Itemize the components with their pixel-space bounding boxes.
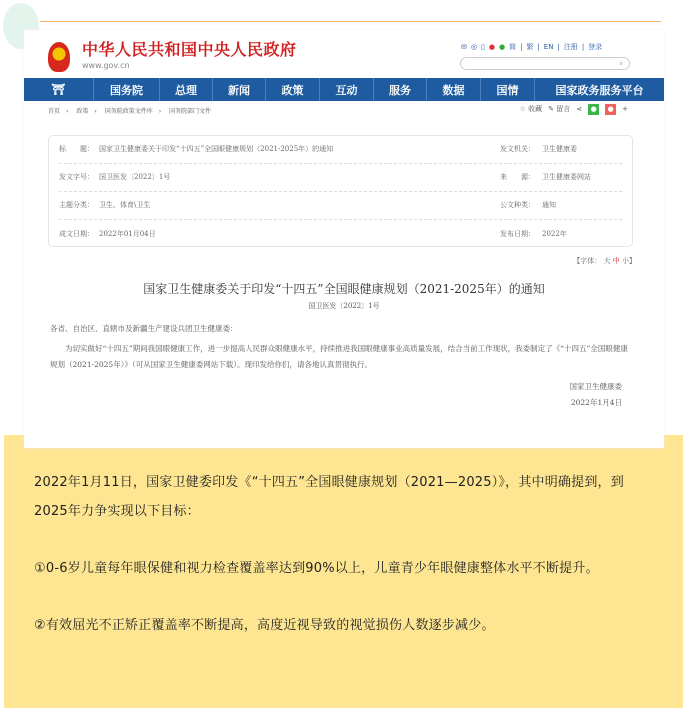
font-small[interactable]: 小】 — [622, 257, 636, 265]
site-title[interactable]: 中华人民共和国中央人民政府 — [82, 40, 297, 59]
breadcrumb-item[interactable]: 国务院政策文件库 — [104, 108, 153, 115]
label: 标 题： — [59, 145, 94, 153]
divider — [40, 21, 661, 22]
article — [34, 468, 654, 668]
favorite-button[interactable]: ☆ 收藏 — [519, 105, 543, 113]
article-paragraph: 2022年1月11日，国家卫健委印发《“十四五”全国眼健康规划（2021—2025）》，其中明确提到，到2025年力争实现以下目标： — [34, 475, 624, 519]
info-title: 国家卫生健康委关于印发“十四五”全国眼健康规划（2021-2025年）的通知 — [99, 145, 334, 153]
document-content — [24, 256, 664, 408]
info-topic: 卫生、体育\卫生 — [99, 201, 151, 209]
document-title: 国家卫生健康委关于印发“十四五”全国眼健康规划（2021-2025年）的通知 — [143, 282, 545, 296]
breadcrumb-item[interactable]: 政策 — [76, 108, 89, 115]
breadcrumb-item[interactable]: 国务院部门文件 — [169, 108, 212, 115]
info-docno: 国卫医发〔2022〕1号 — [99, 173, 171, 181]
mobile-icon[interactable]: ▯ — [480, 43, 485, 51]
comment-label: 留言 — [556, 105, 571, 113]
comment-button[interactable]: ✎ 留言 — [548, 105, 571, 113]
nav-item[interactable]: 新闻 — [213, 78, 266, 101]
article-paragraph: ②有效屈光不正矫正覆盖率不断提高，高度近视导致的视觉损伤人数逐步减少。 — [34, 618, 495, 633]
salutation: 各省、自治区、直辖市及新疆生产建设兵团卫生健康委： — [50, 324, 238, 333]
weibo-share-icon[interactable]: ● — [605, 104, 616, 115]
info-published: 2022年 — [542, 229, 567, 238]
document-body: 为切实做好“十四五”期间我国眼健康工作，进一步提高人民群众眼健康水平，持续推进我国眼健康事业高质量发展，结合当前工作现状，我委制定了《“十四五”全国眼健康规划（2021-2025年）》（可从国家卫生健康委网站下载）。现印发给你们，请各地认真贯彻执行。 — [50, 344, 628, 369]
nav-item[interactable]: 服务 — [374, 78, 427, 101]
favorite-label: 收藏 — [528, 105, 543, 113]
label: 主题分类： — [59, 201, 94, 209]
rss-icon[interactable]: ◎ — [470, 43, 477, 51]
more-icon[interactable]: + — [622, 105, 628, 113]
gov-screenshot — [24, 30, 664, 448]
link-simplified[interactable]: 简 — [509, 43, 517, 51]
signer: 国家卫生健康委 — [569, 382, 622, 391]
article-paragraph: ①0-6岁儿童每年眼保健和视力检查覆盖率达到90%以上，儿童青少年眼健康整体水平不断提升。 — [34, 561, 599, 576]
link-register[interactable]: 注册 — [563, 43, 578, 51]
label: 发布日期： — [500, 229, 535, 238]
breadcrumb-item[interactable]: 首页 — [48, 108, 61, 115]
label: 成文日期： — [59, 229, 94, 238]
document-number: 国卫医发〔2022〕1号 — [308, 302, 380, 310]
info-source: 卫生健康委网站 — [542, 173, 591, 181]
link-english[interactable]: EN — [543, 43, 554, 51]
nav-item[interactable]: 国情 — [481, 78, 535, 101]
wechat-share-icon[interactable]: ● — [588, 104, 599, 115]
national-emblem-icon — [48, 42, 70, 72]
nav-item[interactable]: 国务院 — [94, 78, 160, 101]
info-type: 通知 — [542, 201, 556, 209]
weibo-icon[interactable]: ● — [488, 43, 495, 51]
document-info-table — [48, 135, 633, 247]
link-traditional[interactable]: 繁 — [526, 43, 534, 51]
search-input[interactable] — [460, 57, 630, 70]
label: 发文字号： — [59, 173, 94, 181]
link-login[interactable]: 登录 — [588, 43, 603, 51]
document-date: 2022年1月4日 — [570, 398, 622, 407]
nav-item[interactable]: 政策 — [266, 78, 320, 101]
main-nav — [24, 78, 664, 101]
font-size-switcher — [24, 256, 664, 266]
mail-icon[interactable]: ✉ — [461, 43, 467, 51]
page-tools — [520, 104, 628, 115]
label: 发文机关： — [500, 145, 535, 153]
breadcrumb: 首页 › 政策 › 国务院政策文件库 › 国务院部门文件 — [48, 108, 212, 115]
info-written: 2022年01月04日 — [99, 229, 156, 238]
info-issuer: 卫生健康委 — [542, 145, 577, 153]
nav-home-icon[interactable]: ⛩ — [24, 78, 94, 101]
font-size-label: 【字体： — [573, 257, 602, 265]
nav-item[interactable]: 互动 — [320, 78, 374, 101]
site-url: www.gov.cn — [82, 61, 130, 70]
nav-item[interactable]: 总理 — [160, 78, 213, 101]
top-links: ✉ ◎ ▯ ● ● 简 | 繁 | EN | 注册 | 登录 — [461, 43, 603, 51]
font-large[interactable]: 大 — [603, 257, 611, 265]
nav-item[interactable]: 国家政务服务平台 — [555, 83, 644, 97]
label: 公文种类： — [500, 201, 535, 209]
font-medium[interactable]: 中 — [612, 257, 620, 265]
label: 来 源： — [500, 173, 535, 181]
wechat-icon[interactable]: ● — [498, 43, 506, 51]
share-icon[interactable]: ⋖ — [576, 105, 583, 113]
search-icon[interactable]: ⌕ — [619, 60, 623, 67]
nav-item[interactable]: 数据 — [427, 78, 481, 101]
